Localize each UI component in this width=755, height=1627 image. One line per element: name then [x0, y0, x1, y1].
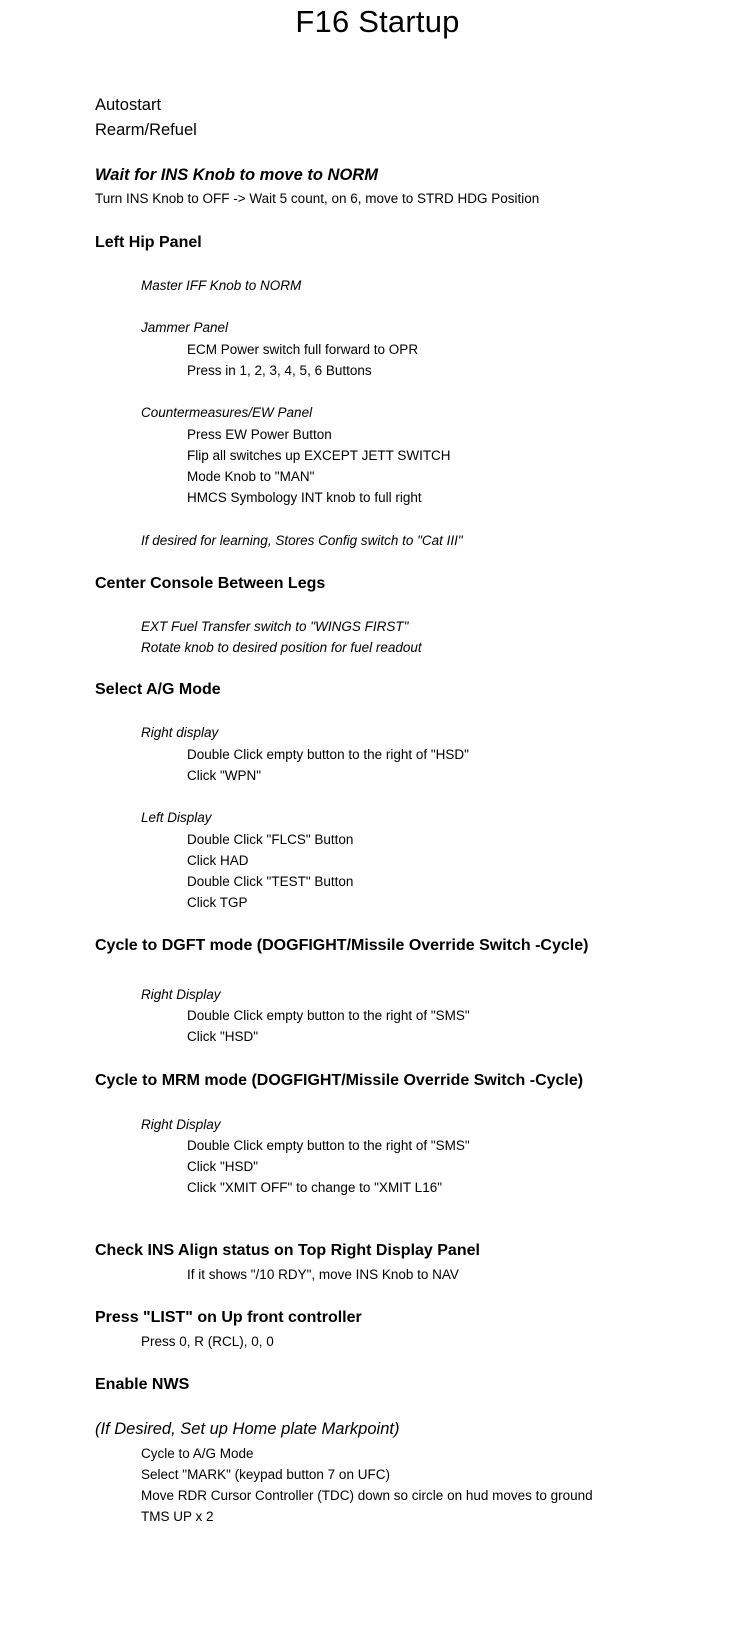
list-item: Flip all switches up EXCEPT JETT SWITCH: [187, 448, 451, 463]
page-title: F16 Startup: [295, 4, 460, 39]
section-heading-left-hip: Left Hip Panel: [95, 234, 202, 251]
section-heading-dgft: Cycle to DGFT mode (DOGFIGHT/Missile Override Switch -Cycle): [95, 937, 589, 954]
section-heading-ins-wait: Wait for INS Knob to move to NORM: [95, 166, 378, 184]
list-item: HMCS Symbology INT knob to full right: [187, 490, 422, 505]
list-item: EXT Fuel Transfer switch to "WINGS FIRST": [141, 619, 409, 634]
list-item: Double Click empty button to the right of "HSD": [187, 747, 469, 762]
section-heading-center-console: Center Console Between Legs: [95, 575, 326, 592]
left-display-label: Left Display: [141, 810, 212, 825]
section-heading-nws: Enable NWS: [95, 1376, 190, 1393]
section-heading-ag-mode: Select A/G Mode: [95, 681, 221, 698]
list-item: Click "HSD": [187, 1029, 259, 1044]
list-item: ECM Power switch full forward to OPR: [187, 342, 419, 357]
ins-align-text: If it shows "/10 RDY", move INS Knob to NAV: [187, 1267, 459, 1282]
iff-step: Master IFF Knob to NORM: [141, 278, 302, 293]
list-item: Double Click empty button to the right of "SMS": [187, 1138, 470, 1153]
autostart-label: Autostart: [95, 96, 162, 114]
list-item: Mode Knob to "MAN": [187, 469, 315, 484]
list-text: Press 0, R (RCL), 0, 0: [141, 1334, 274, 1349]
right-display-label: Right display: [141, 725, 219, 740]
list-item: Move RDR Cursor Controller (TDC) down so circle on hud moves to ground: [141, 1488, 593, 1503]
stores-config-step: If desired for learning, Stores Config switch to "Cat III": [141, 533, 463, 548]
list-item: Double Click "TEST" Button: [187, 874, 354, 889]
list-item: Cycle to A/G Mode: [141, 1446, 254, 1461]
ins-wait-text: Turn INS Knob to OFF -> Wait 5 count, on 6, move to STRD HDG Position: [95, 191, 540, 206]
list-item: Press in 1, 2, 3, 4, 5, 6 Buttons: [187, 363, 372, 378]
list-item: Click TGP: [187, 895, 248, 910]
list-item: TMS UP x 2: [141, 1509, 214, 1524]
list-item: Press EW Power Button: [187, 427, 332, 442]
list-item: Click HAD: [187, 853, 249, 868]
list-item: Double Click "FLCS" Button: [187, 832, 354, 847]
list-item: Select "MARK" (keypad button 7 on UFC): [141, 1467, 390, 1482]
section-heading-mrm: Cycle to MRM mode (DOGFIGHT/Missile Override Switch -Cycle): [95, 1072, 584, 1089]
cm-panel-label: Countermeasures/EW Panel: [141, 405, 313, 420]
section-heading-markpoint: (If Desired, Set up Home plate Markpoint): [95, 1420, 400, 1438]
section-heading-ins-align: Check INS Align status on Top Right Display Panel: [95, 1242, 480, 1259]
right-display-label: Right Display: [141, 1117, 221, 1132]
list-item: Click "WPN": [187, 768, 262, 783]
rearm-refuel-label: Rearm/Refuel: [95, 121, 197, 139]
list-item: Click "XMIT OFF" to change to "XMIT L16": [187, 1180, 443, 1195]
list-item: Double Click empty button to the right of "SMS": [187, 1008, 470, 1023]
jammer-panel-label: Jammer Panel: [141, 320, 229, 335]
list-item: Click "HSD": [187, 1159, 259, 1174]
section-heading-list: Press "LIST" on Up front controller: [95, 1309, 362, 1326]
list-item: Rotate knob to desired position for fuel readout: [141, 640, 422, 655]
right-display-label: Right Display: [141, 987, 221, 1002]
